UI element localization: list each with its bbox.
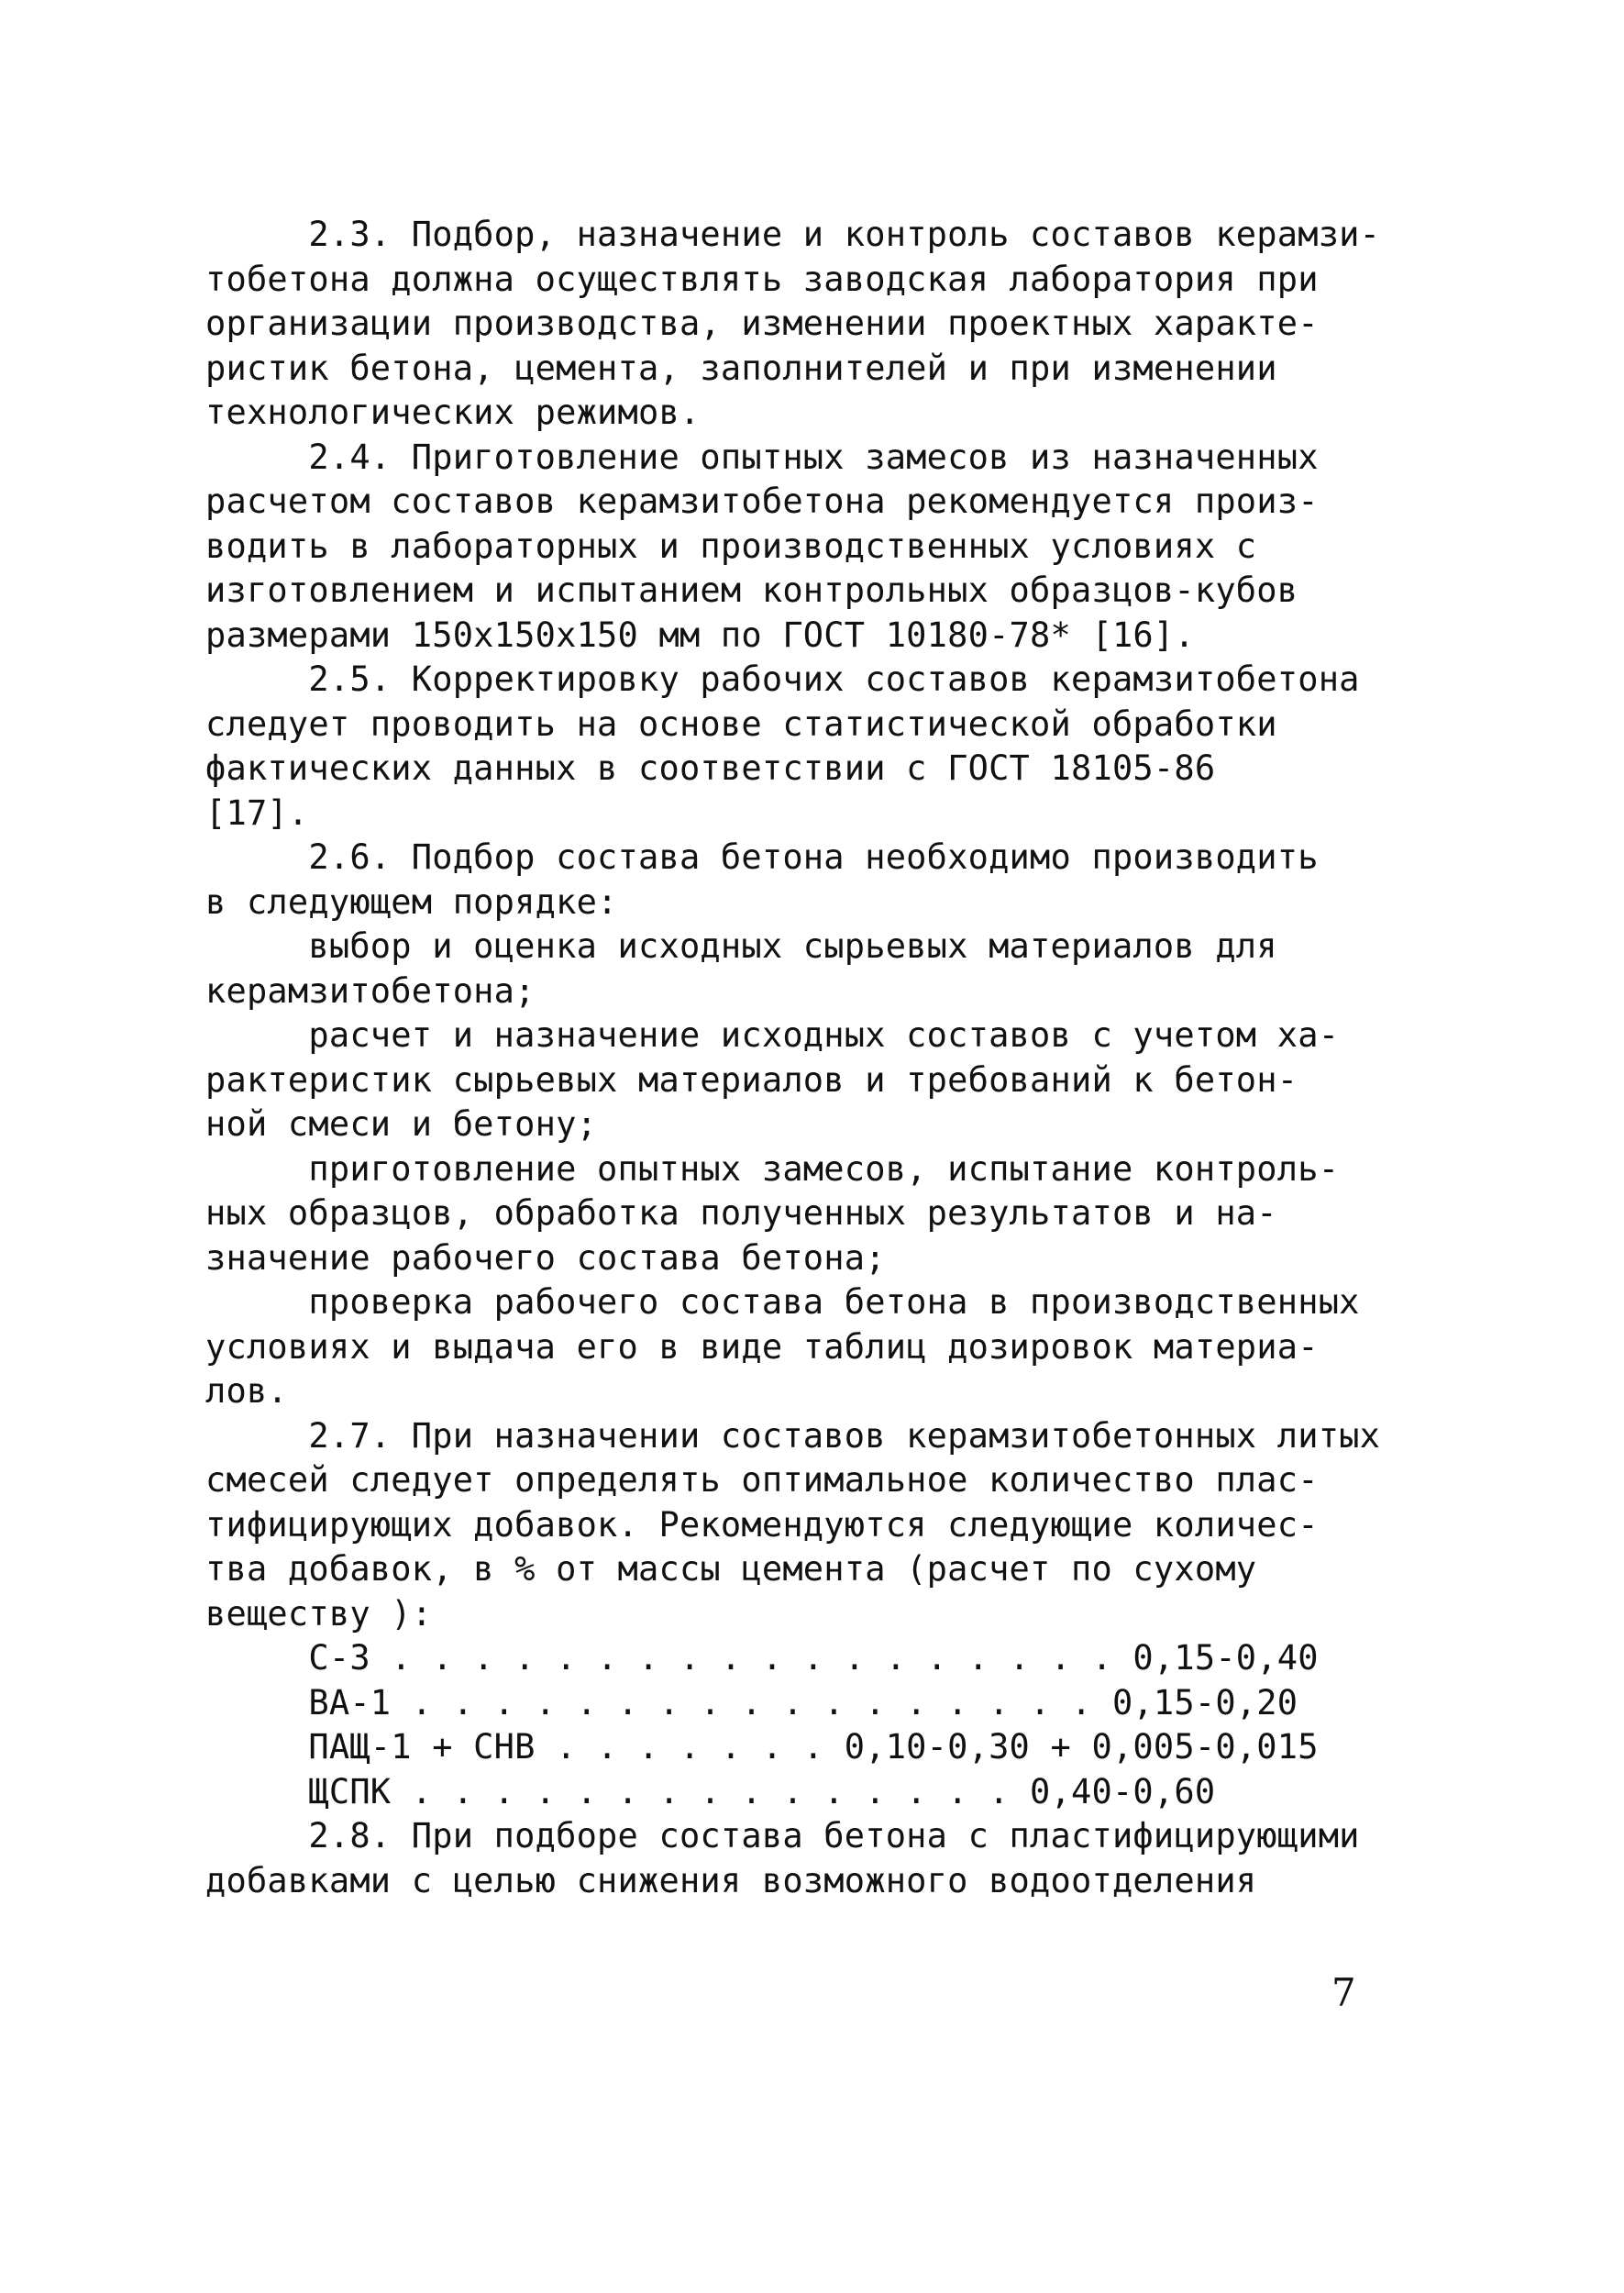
text-line: расчет и назначение исходных составов с учетом ха- — [205, 1015, 1340, 1055]
text-line: следует проводить на основе статистической обработки — [205, 703, 1277, 744]
text-line: смесей следует определять оптимальное количество плас- — [205, 1460, 1319, 1500]
page-number: 7 — [1331, 1970, 1356, 2015]
additive-row: ПАЩ-1 + СНВ . . . . . . . 0,10-0,30 + 0,005-0,015 — [205, 1727, 1319, 1767]
text-line: организации производства, изменении проектных характе- — [205, 304, 1319, 343]
text-line: керамзитобетона; — [205, 970, 536, 1011]
text-line: тва добавок, в % от массы цемента (расчет по сухому — [205, 1549, 1257, 1589]
text-line: добавками с целью снижения возможного водоотделения — [205, 1860, 1257, 1900]
document-body — [205, 213, 1434, 1903]
text-line: выбор и оценка исходных сырьевых материалов для — [205, 926, 1277, 966]
text-line: ристик бетона, цемента, заполнителей и при изменении — [205, 348, 1277, 388]
text-line: значение рабочего состава бетона; — [205, 1237, 886, 1278]
text-line: 2.8. При подборе состава бетона с пластифицирующими — [205, 1816, 1360, 1855]
text-line: условиях и выдача его в виде таблиц дозировок материа- — [205, 1326, 1319, 1367]
text-line: в следующем порядке: — [205, 881, 618, 922]
text-line: размерами 150x150x150 мм по ГОСТ 10180-78* [16]. — [205, 615, 1195, 655]
text-line: тобетона должна осуществлять заводская лаборатория при — [205, 259, 1319, 299]
text-line: [17]. — [205, 792, 309, 833]
text-line: приготовление опытных замесов, испытание контроль- — [205, 1148, 1340, 1189]
text-line: 2.7. При назначении составов керамзитобетонных литых — [205, 1415, 1381, 1456]
text-line: технологических режимов. — [205, 393, 701, 432]
text-line: изготовлением и испытанием контрольных образцов-кубов — [205, 570, 1298, 610]
text-line: ных образцов, обработка полученных результатов и на- — [205, 1193, 1277, 1233]
text-line: фактических данных в соответствии с ГОСТ 18105-86 — [205, 748, 1216, 788]
additive-row: ВА-1 . . . . . . . . . . . . . . . . . 0,15-0,20 — [205, 1682, 1298, 1723]
text-line: 2.4. Приготовление опытных замесов из назначенных — [205, 437, 1319, 477]
text-line: ной смеси и бетону; — [205, 1104, 598, 1144]
text-line: рактеристик сырьевых материалов и требований к бетон- — [205, 1059, 1298, 1100]
text-line: проверка рабочего состава бетона в производственных — [205, 1282, 1360, 1322]
text-line: расчетом составов керамзитобетона рекомендуется произ- — [205, 482, 1319, 521]
additive-row: ЩСПК . . . . . . . . . . . . . . . 0,40-0,60 — [205, 1771, 1216, 1811]
text-line: 2.5. Корректировку рабочих составов керамзитобетона — [205, 659, 1360, 699]
text-line: водить в лабораторных и производственных условиях с — [205, 526, 1257, 566]
text-line: веществу ): — [205, 1593, 433, 1634]
text-line: 2.6. Подбор состава бетона необходимо производить — [205, 837, 1319, 877]
text-line: лов. — [205, 1371, 288, 1411]
text-line: тифицирующих добавок. Рекомендуются следующие количес- — [205, 1504, 1319, 1545]
additive-row: С-3 . . . . . . . . . . . . . . . . . . 0,15-0,40 — [205, 1638, 1319, 1678]
text-line: 2.3. Подбор, назначение и контроль составов керамзи- — [205, 215, 1381, 254]
